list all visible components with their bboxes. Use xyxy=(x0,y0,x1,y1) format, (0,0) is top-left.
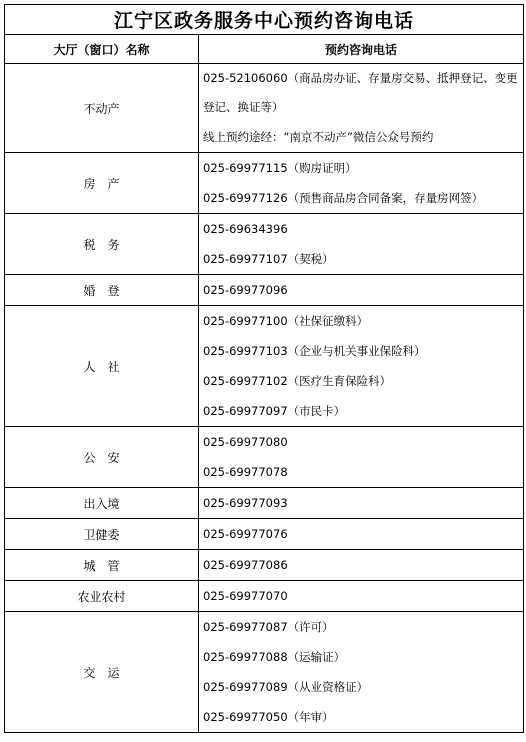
window-name: 城 管 xyxy=(5,550,199,581)
phone-line: 025-69977080 xyxy=(203,435,288,449)
window-name: 房 产 xyxy=(5,153,199,214)
phone-line: 025-69977097（市民卡） xyxy=(203,404,346,418)
phone-line: 025-69977089（从业资格证） xyxy=(203,680,369,694)
window-name: 农业农村 xyxy=(5,581,199,612)
table-row xyxy=(5,550,524,581)
phone-cell xyxy=(199,306,524,427)
phone-cell xyxy=(199,581,524,612)
phone-line: 025-69977096 xyxy=(203,283,288,297)
phone-line: 025-69977088（运输证） xyxy=(203,650,346,664)
table-row xyxy=(5,306,524,427)
table-row xyxy=(5,519,524,550)
window-name: 不动产 xyxy=(5,64,199,153)
table-row xyxy=(5,153,524,214)
phone-line: 025-69977115（购房证明） xyxy=(203,161,357,175)
phone-line: 025-69977070 xyxy=(203,589,288,603)
phone-line: 025-69977103（企业与机关事业保险科） xyxy=(203,344,426,358)
table-row xyxy=(5,612,524,733)
column-header-phone: 预约咨询电话 xyxy=(199,35,524,64)
table-row xyxy=(5,427,524,488)
phone-cell xyxy=(199,427,524,488)
phone-cell xyxy=(199,519,524,550)
table-row xyxy=(5,488,524,519)
phone-cell xyxy=(199,64,524,153)
phone-line: 025-69977087（许可） xyxy=(203,620,334,634)
phone-cell xyxy=(199,612,524,733)
phone-cell xyxy=(199,550,524,581)
phone-cell xyxy=(199,488,524,519)
window-name: 税 务 xyxy=(5,214,199,275)
phone-line: 025-52106060（商品房办证、存量房交易、抵押登记、变更登记、换证等） xyxy=(203,71,518,114)
phone-line: 025-69977078 xyxy=(203,465,288,479)
phone-line: 025-69977126（预售商品房合同备案，存量房网签） xyxy=(203,191,484,205)
phone-line: 025-69977086 xyxy=(203,558,288,572)
phone-cell xyxy=(199,214,524,275)
phone-line: 025-69977100（社保征缴科） xyxy=(203,314,369,328)
column-header-name: 大厅（窗口）名称 xyxy=(5,35,199,64)
phone-cell xyxy=(199,275,524,306)
window-name: 出入境 xyxy=(5,488,199,519)
table-row xyxy=(5,64,524,153)
phone-directory-table xyxy=(4,4,524,733)
phone-line: 025-69977050（年审） xyxy=(203,710,334,724)
window-name: 卫健委 xyxy=(5,519,199,550)
window-name: 交 运 xyxy=(5,612,199,733)
header-row xyxy=(5,35,524,64)
window-name: 公 安 xyxy=(5,427,199,488)
phone-directory-sheet xyxy=(4,4,523,739)
phone-line: 025-69977107（契税） xyxy=(203,252,334,266)
phone-line: 025-69977076 xyxy=(203,527,288,541)
table-row xyxy=(5,581,524,612)
phone-cell xyxy=(199,153,524,214)
page-title: 江宁区政务服务中心预约咨询电话 xyxy=(5,5,524,35)
phone-line: 线上预约途经：“南京不动产”微信公众号预约 xyxy=(203,130,434,144)
phone-line: 025-69977093 xyxy=(203,496,288,510)
phone-line: 025-69634396 xyxy=(203,222,288,236)
title-row xyxy=(5,5,524,35)
phone-line: 025-69977102（医疗生育保险科） xyxy=(203,374,392,388)
table-row xyxy=(5,275,524,306)
table-row xyxy=(5,214,524,275)
window-name: 婚 登 xyxy=(5,275,199,306)
window-name: 人 社 xyxy=(5,306,199,427)
